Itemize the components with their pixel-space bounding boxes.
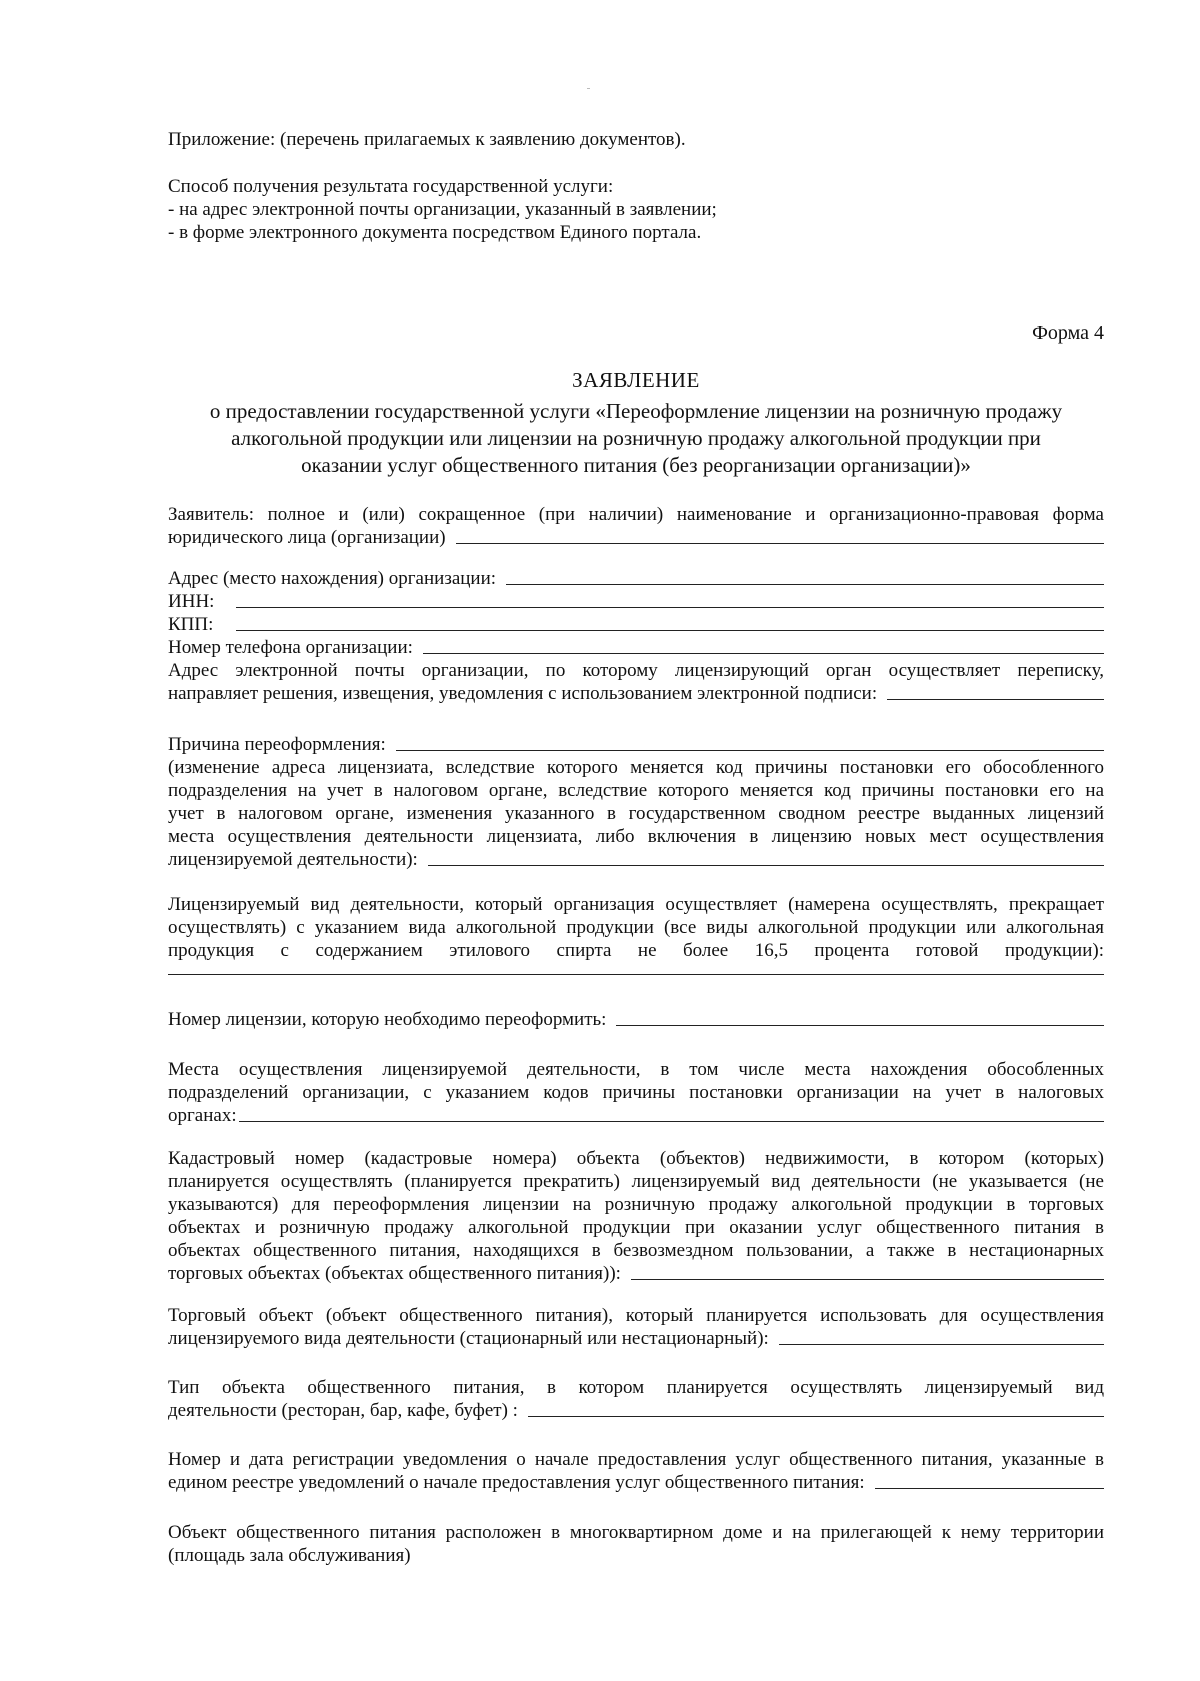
license-number-label: Номер лицензии, которую необходимо переоформить: xyxy=(168,1009,607,1030)
result-method-email: - на адрес электронной почты организации, указанный в заявлении; xyxy=(168,199,717,220)
trade-object-field[interactable] xyxy=(168,1327,1104,1350)
notification-line-2: едином реестре уведомлений о начале предоставления услуг общественного питания: xyxy=(168,1472,865,1493)
org-address-label: Адрес (место нахождения) организации: xyxy=(168,568,497,589)
notification-field[interactable] xyxy=(168,1471,1104,1494)
license-number-field[interactable] xyxy=(168,1008,1104,1031)
activity-block xyxy=(168,893,1104,975)
cadastral-line-6: торговых объектах (объектах общественного питания)): xyxy=(168,1263,621,1284)
reason-note-1: (изменение адреса лицензиата, вследствие которого меняется код причины постановки его обособленного xyxy=(168,757,1104,778)
subtitle-line-3: оказании услуг общественного питания (без реорганизации организации)» xyxy=(301,453,971,477)
form-number: Форма 4 xyxy=(1032,322,1104,344)
places-field[interactable] xyxy=(168,1104,1104,1127)
activity-line-3: продукция с содержанием этилового спирта не более 16,5 процента готовой продукции): xyxy=(168,940,1104,961)
trade-object-line-2: лицензируемого вида деятельности (стационарный или нестационарный): xyxy=(168,1328,769,1349)
reason-note-3: учет в налоговом органе, изменения указанного в государственном сводном реестре выданных лицензий xyxy=(168,803,1104,824)
cadastral-block xyxy=(168,1147,1104,1285)
phone-label: Номер телефона организации: xyxy=(168,637,413,658)
reason-detail-blank[interactable] xyxy=(428,864,1104,866)
catering-type-line-1: Тип объекта общественного питания, в котором планируется осуществлять лицензируемый вид xyxy=(168,1377,1104,1398)
trade-object-block xyxy=(168,1304,1104,1350)
cadastral-field[interactable] xyxy=(168,1262,1104,1285)
result-method-block xyxy=(168,175,1104,244)
trade-object-blank[interactable] xyxy=(779,1343,1104,1345)
cadastral-line-2: планируется осуществлять (планируется прекратить) лицензируемый вид деятельности (не указывается (не xyxy=(168,1171,1104,1192)
org-address-field[interactable] xyxy=(168,567,1104,590)
reason-note-5: лицензируемой деятельности): xyxy=(168,849,418,870)
notification-blank[interactable] xyxy=(875,1487,1104,1489)
places-line-1: Места осуществления лицензируемой деятельности, в том числе места нахождения обособленных xyxy=(168,1059,1104,1080)
phone-blank[interactable] xyxy=(423,652,1104,654)
apartment-line-1: Объект общественного питания расположен в многоквартирном доме и на прилегающей к нему территории xyxy=(168,1522,1104,1543)
reason-detail-field[interactable] xyxy=(168,848,1104,871)
email-field[interactable] xyxy=(168,682,1104,705)
reason-blank[interactable] xyxy=(396,749,1104,751)
places-line-2: подразделений организации, с указанием кодов причины постановки организации на учет в налоговых xyxy=(168,1082,1104,1103)
result-method-portal: - в форме электронного документа посредством Единого портала. xyxy=(168,222,702,243)
catering-type-line-2: деятельности (ресторан, бар, кафе, буфет) : xyxy=(168,1400,518,1421)
cadastral-line-3: указываются) для переоформления лицензии на розничную продажу алкогольной продукции в торговых xyxy=(168,1194,1104,1215)
email-blank[interactable] xyxy=(887,698,1104,700)
activity-line-1: Лицензируемый вид деятельности, который организация осуществляет (намерена осуществлять, прекращает xyxy=(168,894,1104,915)
phone-field[interactable] xyxy=(168,636,1104,659)
subtitle-line-1: о предоставлении государственной услуги «Переоформление лицензии на розничную продажу xyxy=(209,399,1063,423)
applicant-block xyxy=(168,503,1104,549)
notification-line-1: Номер и дата регистрации уведомления о начале предоставления услуг общественного питания, указанные в xyxy=(168,1449,1104,1470)
activity-blank[interactable] xyxy=(168,962,1104,975)
kpp-label: КПП: xyxy=(168,614,214,635)
document-title: ЗАЯВЛЕНИЕ xyxy=(572,368,700,392)
trade-object-line-1: Торговый объект (объект общественного питания), который планируется использовать для осуществления xyxy=(168,1305,1104,1326)
apartment-line-2: (площадь зала обслуживания) xyxy=(168,1545,411,1566)
notification-block xyxy=(168,1448,1104,1494)
catering-type-blank[interactable] xyxy=(528,1415,1104,1417)
inn-blank[interactable] xyxy=(236,606,1104,608)
applicant-name-field[interactable] xyxy=(168,526,1104,549)
reason-label: Причина переоформления: xyxy=(168,734,386,755)
places-block xyxy=(168,1058,1104,1127)
org-address-blank[interactable] xyxy=(506,583,1104,585)
scan-artifact xyxy=(587,88,590,89)
kpp-blank[interactable] xyxy=(236,629,1104,631)
reason-note-4: места осуществления деятельности лицензиата, либо включения в лицензию новых мест осуществления xyxy=(168,826,1104,847)
result-method-title: Способ получения результата государственной услуги: xyxy=(168,176,614,197)
kpp-field[interactable] xyxy=(168,613,1104,636)
license-number-blank[interactable] xyxy=(616,1024,1104,1026)
places-line-3: органах: xyxy=(168,1105,237,1126)
places-blank[interactable] xyxy=(239,1120,1104,1122)
email-line-1: Адрес электронной почты организации, по которому лицензирующий орган осуществляет переписку, xyxy=(168,660,1104,681)
attachment-note xyxy=(168,128,1104,151)
reason-field[interactable] xyxy=(168,733,1104,756)
activity-line-2: осуществлять) с указанием вида алкогольной продукции (все виды алкогольной продукции или алкогольная xyxy=(168,917,1104,938)
cadastral-blank[interactable] xyxy=(631,1278,1104,1280)
apartment-block xyxy=(168,1521,1104,1567)
cadastral-line-4: объектах и розничную продажу алкогольной продукции при оказании услуг общественного питания в xyxy=(168,1217,1104,1238)
reason-block xyxy=(168,733,1104,871)
organization-block xyxy=(168,567,1104,705)
subtitle-line-2: алкогольной продукции или лицензии на розничную продажу алкогольной продукции при xyxy=(231,426,1041,450)
reason-note-2: подразделения на учет в налоговом органе, вследствие которого меняется код причины постановки его на xyxy=(168,780,1104,801)
cadastral-line-5: объектах общественного питания, находящихся в безвозмездном пользовании, а также в нестационарных xyxy=(168,1240,1104,1261)
license-number-block xyxy=(168,1008,1104,1031)
inn-label: ИНН: xyxy=(168,591,215,612)
applicant-line-1: Заявитель: полное и (или) сокращенное (при наличии) наименование и организационно-правовая форма xyxy=(168,504,1104,525)
catering-type-block xyxy=(168,1376,1104,1422)
document-subtitle xyxy=(168,398,1104,479)
cadastral-line-1: Кадастровый номер (кадастровые номера) объекта (объектов) недвижимости, в котором (которых) xyxy=(168,1148,1104,1169)
attachment-text: Приложение: (перечень прилагаемых к заявлению документов). xyxy=(168,129,686,150)
inn-field[interactable] xyxy=(168,590,1104,613)
applicant-name-blank[interactable] xyxy=(456,542,1104,544)
email-label: направляет решения, извещения, уведомления с использованием электронной подписи: xyxy=(168,683,878,704)
applicant-name-label: юридического лица (организации) xyxy=(168,527,446,548)
catering-type-field[interactable] xyxy=(168,1399,1104,1422)
